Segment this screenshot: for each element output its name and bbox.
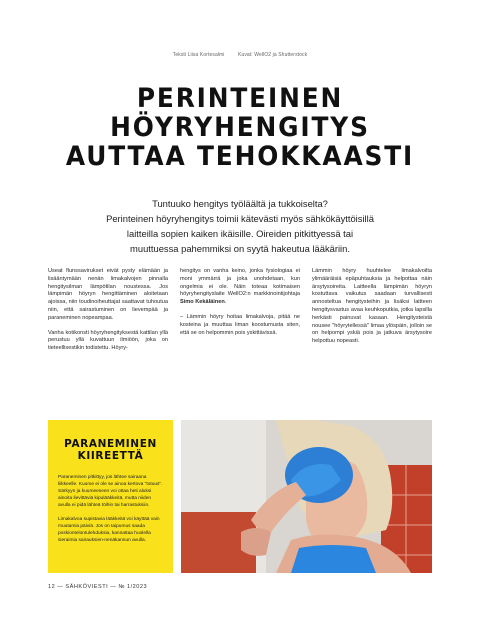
body-paragraph: Lämmin höyry huuhtelee limakalvoilta ylimääräisiä epäpuhtauksia ja helpottaa näin ärsytysoireita. Laitteella lämpimän höyryn kostuttava vaikutus saadaan turvallisesti annosteltua hengitysteihin ja lisäksi laitteen hengitysvastus avaa keuhkoputkia, jotka lapsilla herkästi painuvat kasaan. Hengitysteistä nousee "höyrytellessä" limaa ylöspäin, jolloin se on helpompi yskiä pois ja jatkuva ärsytysoire helpottuu nopeasti. [312,268,432,345]
body-column-1 [48,268,168,360]
article-photo [181,420,432,573]
body-column-2 [180,268,300,360]
sidebar-box [48,420,173,573]
text-credit: Teksti Liisa Kortesalmi [172,52,225,58]
headline-line-1: PERINTEINEN [136,83,344,114]
sidebar-title [58,438,163,462]
quoted-person-name: Simo Kekäläinen [180,299,225,306]
woman-nasal-rinse-illustration [181,420,432,573]
col2-intro: hengitys on vanha keino, jonka fysiologiaa ei moni ymmärrä ja joka unohdetaan, kun ongelmia ei ole. Näin toteaa kotimaisen höyryhengityslaite WellO2:n markkinointijohtaja [180,268,300,298]
page-footer: 12 — SÄHKÖVIESTI — № 1/2023 [48,584,148,590]
lead-line-2: Perinteinen höyryhengitys toimii kätevästi myös sähkökäyttöisillä [106,213,374,224]
lead-line-3: laitteilla sopien kaiken ikäisille. Oireiden pitkittyessä tai [126,228,354,239]
body-paragraph: Useat flunssavirukset eivät pysty elämään ja lisääntymään nenän limakalvojen pinnalla hengitysilman lämpötilan noustessa. Jos lämpimän höyryn hengittäminen aloitetaan ajoissa, niin toudinoiheuttajat saattavat tuhoutua niin, että sairastuminen on lievempää ja paraneminen nopeampaa. [48,268,168,321]
photo-credits [0,52,480,58]
body-column-3 [312,268,432,360]
image-credit: Kuvat: WellO2 ja Shutterstock [238,52,308,58]
sidebar-title-line-1: PARANEMINEN [64,438,157,450]
body-columns [48,268,432,360]
article-lead [0,196,480,256]
lead-line-4: muuttuessa pahemmiksi on syytä hakeutua lääkäriin. [130,243,350,254]
article-headline [19,84,461,171]
headline-line-3: AUTTAA TEHOKKAASTI [65,141,415,172]
lead-line-1: Tuntuuko hengitys työläältä ja tukkoiselta? [152,198,328,209]
sidebar-paragraph: Paraneminen pitkittyy, jos lähtee sairaana liikkeelle. Kuume ei ole se ainoa kertova "totuus". Särkyyn ja kuumeeseen voi ottaa heti aluksi ainoita lievittäviä kipulääkkeitä, mutta niiden avulla ei pidä lähteä töihin tai harrastuksiin. [58,475,163,508]
body-paragraph: – Lämmin höyry hoitaa limakalvoja, pitää ne kosteina ja muuttaa liman koostumusta siten, että se on helpommin pois yskittävissä. [180,313,300,336]
body-paragraph: Vanha kotikonsti höyryhengityksestä kattilan yllä perustuu yllä kuvattuun ilmiöön, joka on tieteellisestikin todistettu. Höyry- [48,329,168,352]
headline-line-2: HÖYRYHENGITYS [110,112,370,143]
sidebar-paragraph: Limakalvoa supistavia lääkkeitä voi käyttää vain muutamia päiviä. Jos on taipumus saada poskiontelontulehduksia, kannattaa huolella sieraimia sairauksien-nenäkannun avulla. [58,517,160,543]
sidebar-title-line-2: KIIREETTÄ [77,450,144,462]
body-paragraph: hengitys on vanha keino, jonka fysiologiaa ei moni ymmärrä ja joka unohdetaan, kun ongelmia ei ole. Näin toteaa kotimaisen höyryhengityslaite WellO2:n markkinointijohtaja Simo Kekäläinen. [180,268,300,306]
